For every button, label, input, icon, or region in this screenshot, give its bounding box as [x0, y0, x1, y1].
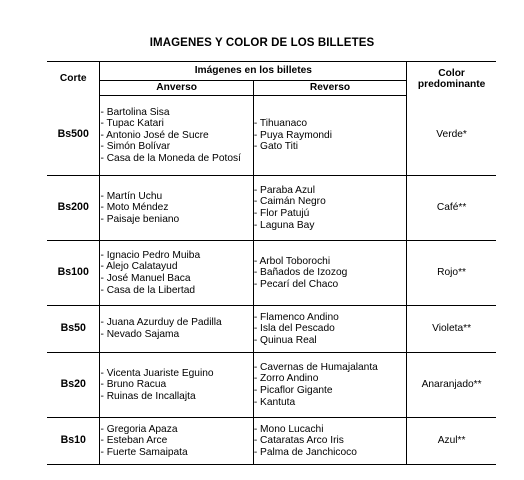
- cell-corte: Bs50: [47, 306, 100, 353]
- cell-reverso: [253, 176, 406, 241]
- cell-color: Anaranjado**: [407, 353, 496, 418]
- anverso-item: - Martín Uchu: [100, 190, 163, 202]
- reverso-item: - Mono Lucachi: [253, 423, 324, 435]
- cell-corte: Bs20: [47, 353, 100, 418]
- reverso-item: - Picaflor Gigante: [253, 385, 333, 396]
- cell-color: Rojo**: [407, 241, 496, 306]
- anverso-item: - Casa de la Libertad: [100, 284, 196, 296]
- table-row: [47, 176, 496, 241]
- reverso-item: - Flor Patujú: [253, 208, 310, 219]
- table-row: [47, 418, 496, 465]
- cell-corte: Bs500: [47, 96, 100, 176]
- anverso-item: - Juana Azurduy de Padilla: [100, 317, 222, 329]
- header-color: [407, 62, 496, 96]
- header-imagenes: Imágenes en los billetes: [100, 62, 407, 81]
- banknotes-table: [47, 61, 496, 465]
- cell-anverso: [100, 306, 253, 353]
- cell-color: Azul**: [407, 418, 496, 465]
- table-row: [47, 353, 496, 418]
- anverso-item: - Ignacio Pedro Muiba: [100, 249, 201, 261]
- anverso-item: - Bartolina Sisa: [100, 106, 170, 118]
- cell-corte: Bs200: [47, 176, 100, 241]
- reverso-item: - Gato Titi: [253, 141, 298, 153]
- reverso-item: - Laguna Bay: [253, 219, 315, 231]
- header-color-line2: predominante: [417, 78, 486, 90]
- cell-color: Violeta**: [407, 306, 496, 353]
- reverso-item: - Zorro Andino: [253, 373, 319, 385]
- reverso-item: - Caimán Negro: [253, 196, 326, 208]
- anverso-item: - Esteban Arce: [100, 435, 168, 447]
- cell-color: Café**: [407, 176, 496, 241]
- table-row: [47, 96, 496, 176]
- reverso-item: - Cavernas de Humajalanta: [253, 361, 378, 373]
- reverso-item: - Palma de Janchicoco: [253, 446, 357, 458]
- reverso-item: - Arbol Toborochi: [253, 255, 331, 267]
- reverso-item: - Paraba Azul: [253, 184, 315, 196]
- cell-anverso: [100, 418, 253, 465]
- reverso-item: - Isla del Pescado: [253, 323, 335, 335]
- cell-reverso: [253, 241, 406, 306]
- document-title: IMAGENES Y COLOR DE LOS BILLETES: [149, 37, 375, 49]
- anverso-item: - Casa de la Moneda de Potosí: [100, 152, 241, 164]
- anverso-item: - Alejo Calatayud: [100, 261, 178, 273]
- anverso-item: - Gregoria Apaza: [100, 423, 178, 435]
- anverso-item: - José Manuel Baca: [100, 273, 191, 284]
- anverso-item: - Antonio José de Sucre: [100, 129, 209, 141]
- anverso-item: - Fuerte Samaipata: [100, 446, 188, 458]
- cell-anverso: [100, 353, 253, 418]
- reverso-item: - Puya Raymondi: [253, 129, 332, 141]
- table-row: [47, 306, 496, 353]
- anverso-item: - Bruno Racua: [100, 379, 167, 391]
- anverso-item: - Tupac Katari: [100, 118, 164, 130]
- cell-corte: Bs10: [47, 418, 100, 465]
- anverso-item: - Vicenta Juariste Eguino: [100, 367, 214, 379]
- anverso-item: - Moto Méndez: [100, 202, 169, 214]
- cell-anverso: [100, 176, 253, 241]
- reverso-item: - Pecarí del Chaco: [253, 278, 339, 290]
- anverso-item: - Ruinas de Incallajta: [100, 390, 196, 402]
- anverso-item: - Simón Bolívar: [100, 141, 171, 153]
- table-row: [47, 241, 496, 306]
- cell-reverso: [253, 418, 406, 465]
- reverso-item: - Tihuanaco: [253, 118, 308, 130]
- reverso-item: - Quinua Real: [253, 334, 317, 346]
- anverso-item: - Paisaje beniano: [100, 213, 180, 225]
- anverso-item: - Nevado Sajama: [100, 329, 180, 340]
- reverso-item: - Kantuta: [253, 396, 296, 408]
- header-corte: Corte: [47, 62, 100, 96]
- reverso-item: - Cataratas Arco Iris: [253, 435, 344, 447]
- header-color-line1: Color: [438, 67, 465, 79]
- header-anverso: Anverso: [100, 81, 253, 96]
- cell-reverso: [253, 306, 406, 353]
- reverso-item: - Flamenco Andino: [253, 311, 339, 323]
- cell-corte: Bs100: [47, 241, 100, 306]
- table-body: [47, 96, 496, 465]
- cell-anverso: [100, 241, 253, 306]
- header-reverso: Reverso: [253, 81, 406, 96]
- cell-anverso: [100, 96, 253, 176]
- cell-reverso: [253, 96, 406, 176]
- cell-reverso: [253, 353, 406, 418]
- reverso-item: - Bañados de Izozog: [253, 267, 348, 279]
- cell-color: Verde*: [407, 96, 496, 176]
